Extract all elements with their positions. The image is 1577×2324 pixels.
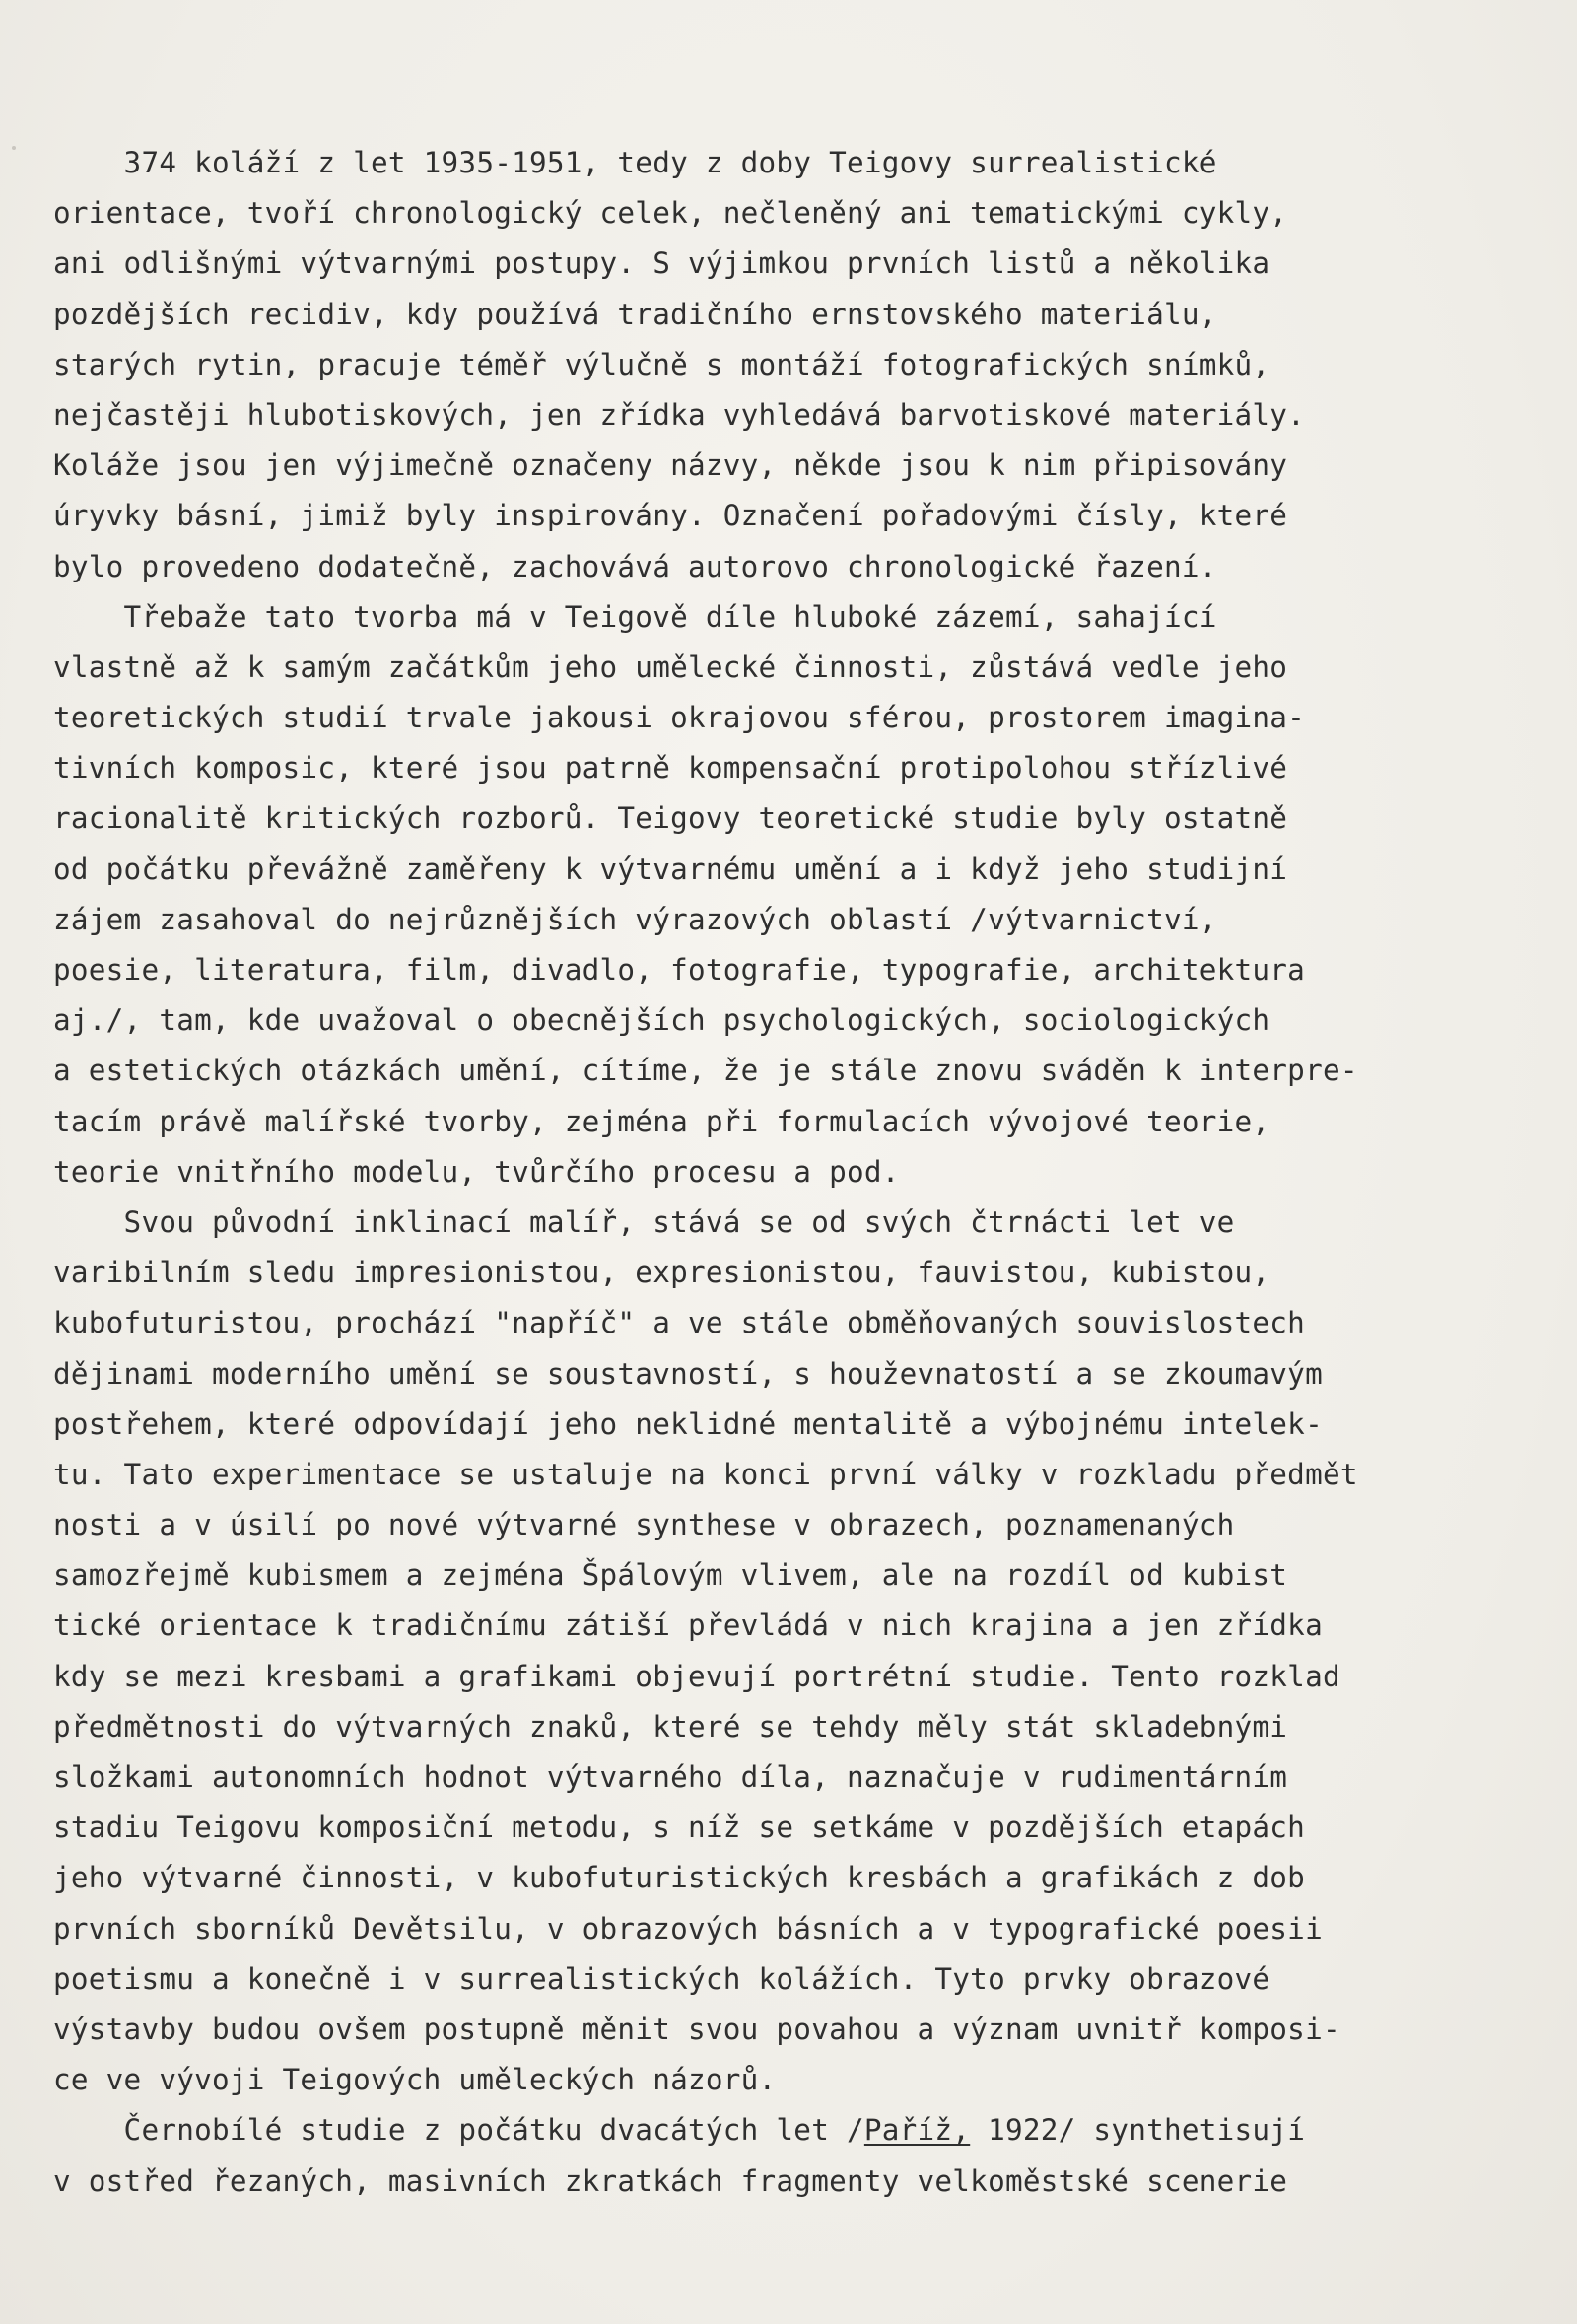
text-line: Svou původní inklinací malíř, stává se od svých čtrnácti let ve xyxy=(53,1204,1235,1239)
text-line: výstavby budou ovšem postupně měnit svou povahou a význam uvnitř komposi- xyxy=(53,2012,1340,2046)
text-line: starých rytin, pracuje téměř výlučně s montáží fotografických snímků, xyxy=(53,347,1270,381)
text-line: samozřejmě kubismem a zejména Špálovým vlivem, ale na rozdíl od kubist xyxy=(53,1558,1288,1593)
text-line: teoretických studií trvale jakousi okrajovou sférou, prostorem imagina- xyxy=(53,701,1306,735)
text-line-with-title xyxy=(53,2105,1561,2155)
text-line: v ostřed řezaných, masivních zkratkách fragmenty velkoměstské scenerie xyxy=(53,2163,1288,2198)
text-line: ce ve vývoji Teigových uměleckých názorů. xyxy=(53,2063,777,2097)
text-line: kubofuturistou, prochází "napříč" a ve stále obměňovaných souvislostech xyxy=(53,1306,1306,1340)
text-line: stadiu Teigovu komposiční metodu, s níž se setkáme v pozdějších etapách xyxy=(53,1811,1306,1845)
text-line-end: 1922/ synthetisují xyxy=(970,2113,1306,2148)
text-line: Koláže jsou jen výjimečně označeny názvy, někde jsou k nim připisovány xyxy=(53,448,1288,483)
text-line: tu. Tato experimentace se ustaluje na konci první války v rozkladu předmět xyxy=(53,1457,1358,1491)
text-line: pozdějších recidiv, kdy používá tradičního ernstovského materiálu, xyxy=(53,297,1217,331)
text-line: orientace, tvoří chronologický celek, nečleněný ani tematickými cykly, xyxy=(53,196,1288,231)
text-line: kdy se mezi kresbami a grafikami objevují portrétní studie. Tento rozklad xyxy=(53,1659,1340,1693)
text-line: a estetických otázkách umění, cítíme, že je stále znovu sváděn k interpre- xyxy=(53,1054,1358,1088)
text-line: varibilním sledu impresionistou, expresionistou, fauvistou, kubistou, xyxy=(53,1256,1270,1290)
text-line: 374 koláží z let 1935-1951, tedy z doby Teigovy surrealistické xyxy=(53,146,1217,179)
text-line: bylo provedeno dodatečně, zachovává autorovo chronologické řazení. xyxy=(53,549,1217,583)
text-line: dějinami moderního umění se soustavností, s houževnatostí a se zkoumavým xyxy=(53,1356,1323,1391)
text-line: prvních sborníků Devětsilu, v obrazových básních a v typografické poesii xyxy=(53,1911,1323,1946)
text-line: úryvky básní, jimiž byly inspirovány. Označení pořadovými čísly, které xyxy=(53,499,1288,533)
text-line: ani odlišnými výtvarnými postupy. S výjimkou prvních listů a několika xyxy=(53,246,1270,281)
typewritten-text xyxy=(53,138,1561,2207)
text-line: poesie, literatura, film, divadlo, fotografie, typografie, architektura xyxy=(53,953,1306,987)
text-line: aj./, tam, kde uvažoval o obecnějších psychologických, sociologických xyxy=(53,1003,1270,1038)
text-line: nosti a v úsilí po nové výtvarné synthese v obrazech, poznamenaných xyxy=(53,1508,1235,1542)
text-line: tivních komposic, které jsou patrně kompensační protipolohou střízlivé xyxy=(53,751,1288,786)
paper-speck xyxy=(12,146,16,150)
text-line: zájem zasahoval do nejrůznějších výrazových oblastí /výtvarnictví, xyxy=(53,902,1217,936)
text-line: Třebaže tato tvorba má v Teigově díle hluboké zázemí, sahající xyxy=(53,599,1217,634)
text-line: tické orientace k tradičnímu zátiší převládá v nich krajina a jen zřídka xyxy=(53,1608,1323,1643)
text-line: racionalitě kritických rozborů. Teigovy teoretické studie byly ostatně xyxy=(53,801,1288,836)
text-line: jeho výtvarné činnosti, v kubofuturistických kresbách a grafikách z dob xyxy=(53,1861,1306,1895)
text-line-start: Černobílé studie z počátku dvacátých let / xyxy=(53,2113,864,2148)
text-line: složkami autonomních hodnot výtvarného díla, naznačuje v rudimentárním xyxy=(53,1760,1288,1794)
text-line: postřehem, které odpovídají jeho neklidné mentalitě a výbojnému intelek- xyxy=(53,1406,1323,1441)
text-line: poetismu a konečně i v surrealistických kolážích. Tyto prvky obrazové xyxy=(53,1961,1270,1996)
underlined-artwork-title: Paříž, xyxy=(863,2113,971,2148)
text-line: teorie vnitřního modelu, tvůrčího procesu a pod. xyxy=(53,1154,900,1189)
text-line: nejčastěji hlubotiskových, jen zřídka vyhledává barvotiskové materiály. xyxy=(53,397,1306,432)
text-line: tacím právě malířské tvorby, zejména při formulacích vývojové teorie, xyxy=(53,1104,1270,1138)
text-line: předmětnosti do výtvarných znaků, které se tehdy měly stát skladebnými xyxy=(53,1709,1288,1743)
text-line: od počátku převážně zaměřeny k výtvarnému umění a i když jeho studijní xyxy=(53,852,1288,886)
text-line: vlastně až k samým začátkům jeho umělecké činnosti, zůstává vedle jeho xyxy=(53,649,1288,684)
